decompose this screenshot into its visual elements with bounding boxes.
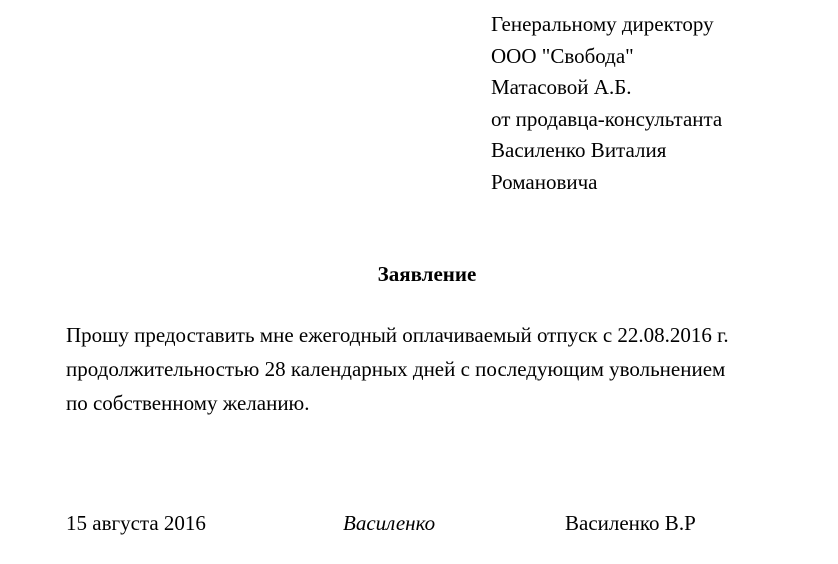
signature: Василенко <box>343 511 436 535</box>
addressee-line: от продавца-консультанта <box>491 106 723 131</box>
body-line: по собственному желанию. <box>66 391 310 415</box>
body-line: продолжительностью 28 календарных дней с последующим увольнением <box>66 357 726 381</box>
addressee-line: Василенко Виталия <box>491 138 667 162</box>
addressee-line: Матасовой А.Б. <box>491 75 632 99</box>
document-body <box>66 318 729 420</box>
document-title: Заявление <box>377 262 477 286</box>
signer-name: Василенко В.Р <box>565 511 696 535</box>
body-line: Прошу предоставить мне ежегодный оплачиваемый отпуск с 22.08.2016 г. <box>66 323 729 347</box>
document-date: 15 августа 2016 <box>66 511 206 535</box>
addressee-block <box>491 9 722 198</box>
addressee-line: Романовича <box>491 169 598 194</box>
addressee-line: ООО "Свобода" <box>491 43 634 68</box>
addressee-line: Генеральному директору <box>491 12 714 36</box>
